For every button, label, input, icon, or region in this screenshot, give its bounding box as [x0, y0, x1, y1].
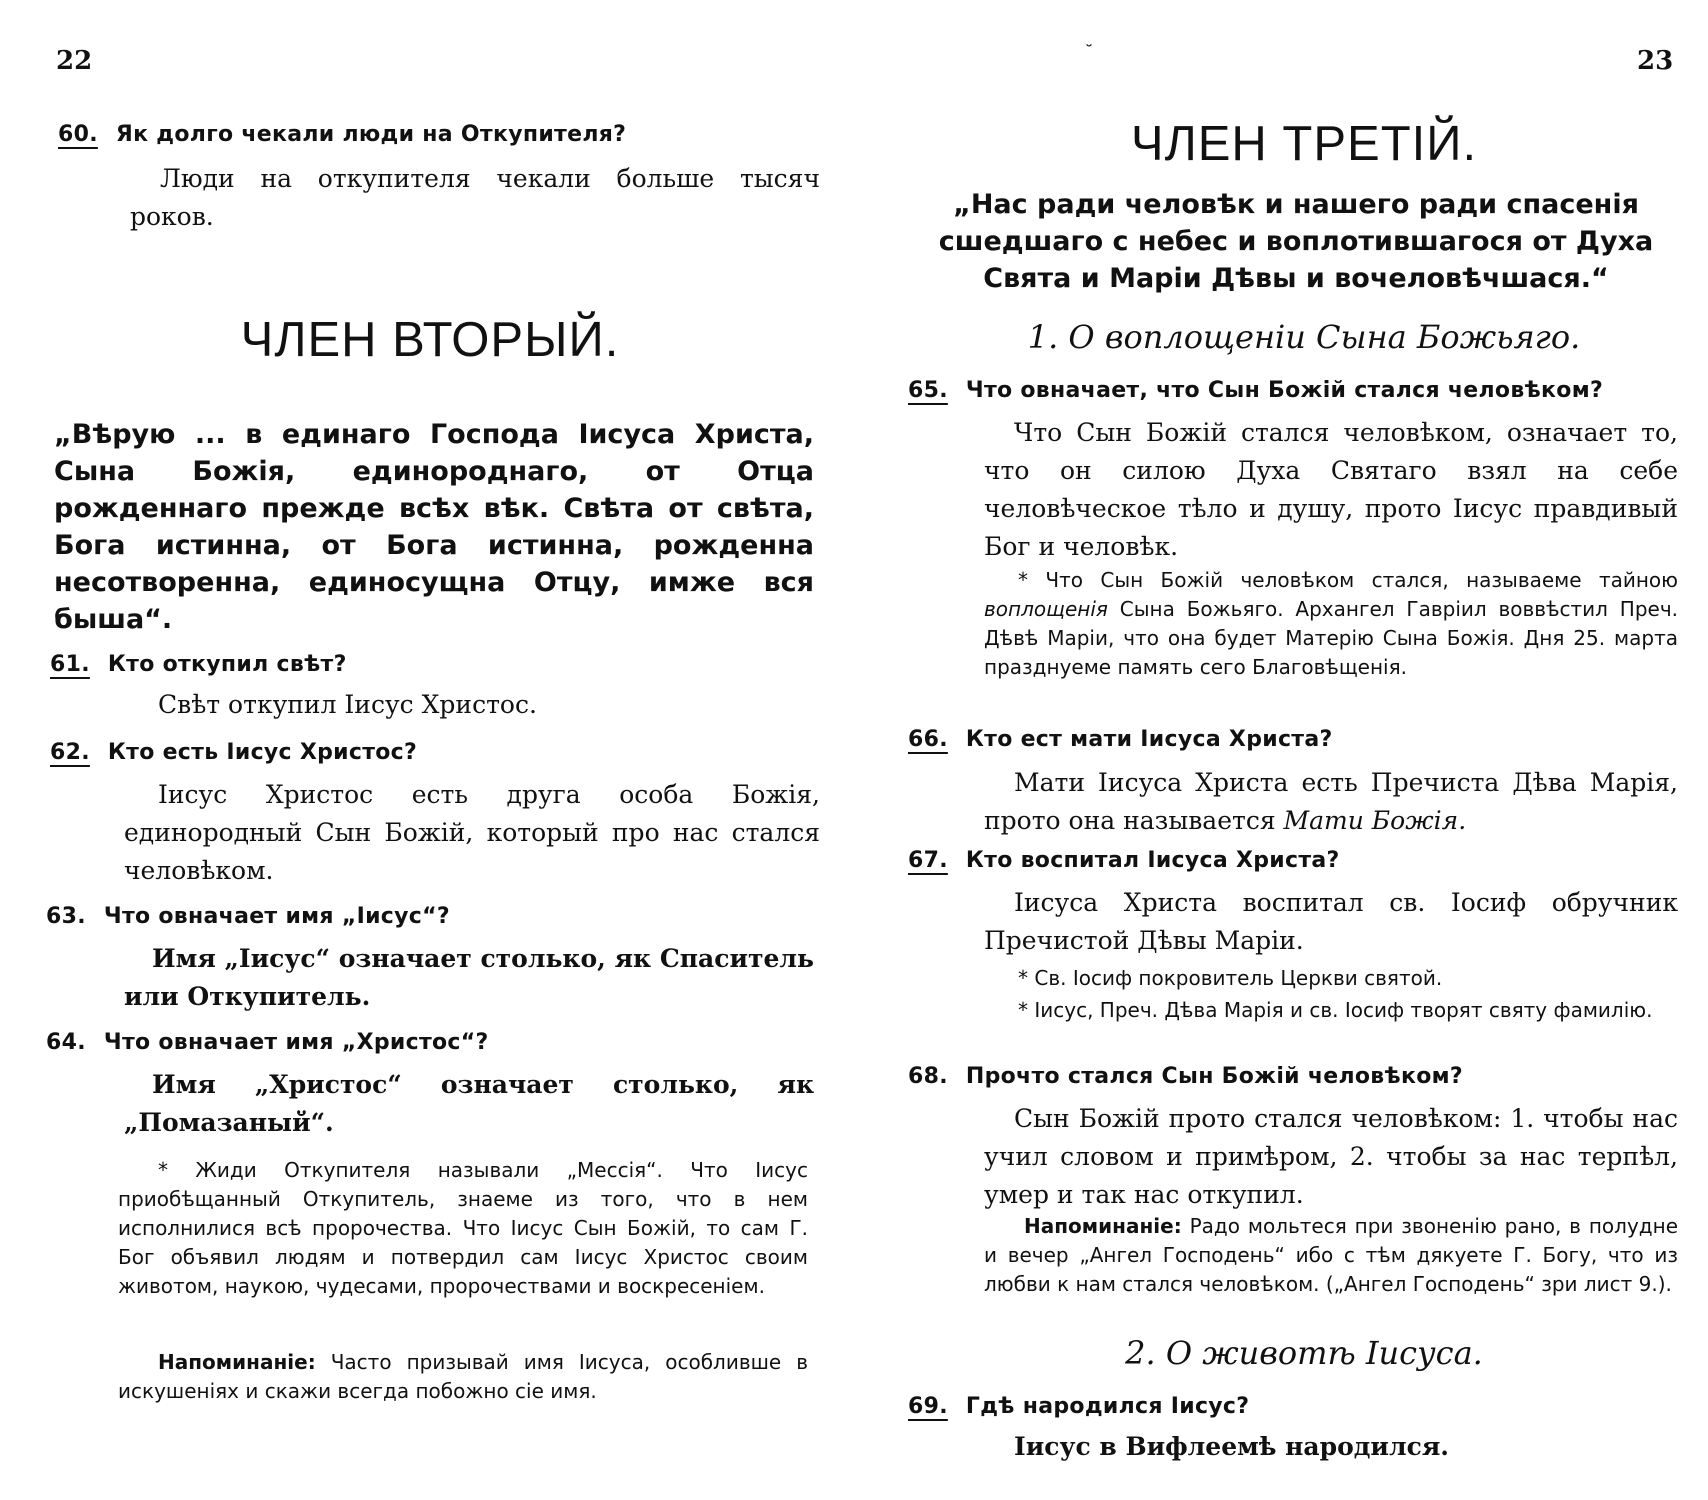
question-69 [908, 1394, 1249, 1419]
question-text: Что овначает имя „Христос“? [103, 1030, 489, 1055]
note-emphasis: воплощенія [984, 597, 1108, 621]
page-number-left: 22 [56, 46, 93, 76]
question-number: 65. [908, 378, 948, 403]
question-text: Кто воспитал Іисуса Христа? [965, 848, 1340, 873]
question-number: 66. [908, 727, 948, 752]
reminder-right [984, 1212, 1678, 1299]
creed-text-right: „Нас ради человѣк и нашего ради спасенія сшедшаго с небес и воплотившагося от Духа Свята и Маріи Дѣвы и вочеловѣчшася.“ [938, 189, 1654, 294]
answer-68: Сын Божій прото стался человѣком: 1. чтобы нас учил словом и примѣром, 2. чтобы за нас терпѣл, умер и так нас откупил. [984, 1104, 1678, 1209]
answer-text: Мати Іисуса Христа есть Пречиста Дѣва Марія, прото она называется [984, 768, 1678, 835]
question-number: 61. [50, 652, 90, 677]
question-64 [46, 1030, 489, 1055]
answer-65: Что Сын Божій стался человѣком, означает то, что он силою Духа Святаго взял на себе человѣческое тѣло и душу, прото Іисус правдивый Бог и человѣк. [984, 418, 1678, 561]
question-63 [46, 904, 450, 929]
answer-63: Имя „Іисус“ означает столько, як Спаситель или Откупитель. [124, 944, 814, 1011]
question-text: Что овначает имя „Іисус“? [103, 904, 450, 929]
note-holy-family: * Іисус, Преч. Дѣва Марія и св. Іосиф творят святу фамилію. [1018, 998, 1653, 1022]
question-65 [908, 378, 1603, 403]
note-text: * Что Сын Божій человѣком стался, называеме тайною [1018, 568, 1678, 592]
answer-67: Іисуса Христа воспитал св. Іосиф обручник Пречистой Дѣвы Маріи. [984, 888, 1678, 955]
note-messiah: * Жиди Откупителя называли „Мессія“. Что Іисус приобѣщанный Откупитель, знаеме из того, что в нем исполнилися всѣ пророчества. Что Іисус Сын Божій, то сам Г. Бог объявил людям и потвердил сам Іисус Христос своим животом, наукою, чудесами, пророчествами и воскресеніем. [118, 1158, 808, 1298]
answer-60: Люди на откупителя чекали больше тысяч роков. [130, 164, 820, 231]
answer-66 [984, 764, 1678, 840]
question-61 [50, 652, 347, 677]
question-68 [908, 1064, 1463, 1089]
question-67 [908, 848, 1340, 873]
question-text: Кто откупил свѣт? [107, 652, 347, 677]
question-number: 62. [50, 740, 90, 765]
answer-64: Имя „Христос“ означает столько, як „Помазаный“. [124, 1070, 814, 1137]
question-number: 63. [46, 904, 86, 929]
reminder-text: Радо мольтеся при звоненію рано, в полудне и вечер „Ангел Господень“ ибо с тѣм дякуете Г. Богу, что из любви к нам стался человѣком. („Ангел Господень“ зри лист 9.). [984, 1214, 1678, 1296]
reminder-label: Напоминаніе: [1024, 1214, 1182, 1238]
section-heading-2: 2. О животѣ Іисуса. [1125, 1334, 1483, 1372]
question-number: 64. [46, 1030, 86, 1055]
note-incarnation [984, 566, 1678, 682]
page-number-right: 23 [1637, 46, 1674, 76]
question-number: 69. [908, 1394, 948, 1419]
question-text: Прочто стался Сын Божій человѣком? [965, 1064, 1463, 1089]
question-number: 60. [58, 122, 98, 147]
creed-text-left: „Вѣрую ... в единаго Господа Іисуса Христа, Сына Божія, единороднаго, от Отца рожденнаго прежде всѣх вѣк. Свѣта от свѣта, Бога истинна, от Бога истинна, рожденна несотворенна, единосущна Отцу, имже вся быша“. [54, 419, 814, 635]
dot-mark: ˘ [1085, 42, 1093, 61]
right-page [854, 0, 1708, 1500]
reminder-text: Часто призывай имя Іисуса, особливше в искушеніях и скажи всегда побожно сіе имя. [118, 1350, 809, 1403]
answer-69: Іисус в Вифлеемѣ народился. [1014, 1432, 1449, 1461]
chapter-title-left: ЧЛЕН ВТОРЫЙ. [240, 313, 620, 367]
question-number: 67. [908, 848, 948, 873]
note-text: Сына Божьяго. Архангел Гавріил воввѣстил Преч. Дѣвѣ Маріи, что она будет Матерію Сына Божія. Дня 25. марта празднуеме память сего Благовѣщенія. [984, 597, 1678, 679]
chapter-title-right: ЧЛЕН ТРЕТІЙ. [1130, 117, 1478, 171]
section-heading-1: 1. О воплощеніи Сына Божьяго. [1027, 318, 1581, 356]
question-number: 68. [908, 1064, 948, 1089]
answer-62: Іисус Христос есть друга особа Божія, единородный Сын Божій, который про нас стался человѣком. [124, 780, 820, 885]
question-62 [50, 740, 417, 765]
question-60 [58, 122, 626, 147]
question-text: Як долго чекали люди на Откупителя? [115, 122, 627, 147]
reminder-label: Напоминаніе: [158, 1350, 316, 1374]
question-text: Кто ест мати Іисуса Христа? [965, 727, 1333, 752]
question-text: Что овначает, что Сын Божій стался человѣком? [965, 378, 1604, 403]
question-66 [908, 727, 1333, 752]
reminder-left [118, 1348, 808, 1406]
answer-61: Свѣт откупил Іисус Христос. [158, 690, 537, 719]
question-text: Кто есть Іисус Христос? [107, 740, 418, 765]
question-text: Гдѣ народился Іисус? [965, 1394, 1250, 1419]
answer-emphasis: Мати Божія. [1283, 806, 1467, 835]
note-joseph: * Св. Іосиф покровитель Церкви святой. [1018, 966, 1443, 990]
